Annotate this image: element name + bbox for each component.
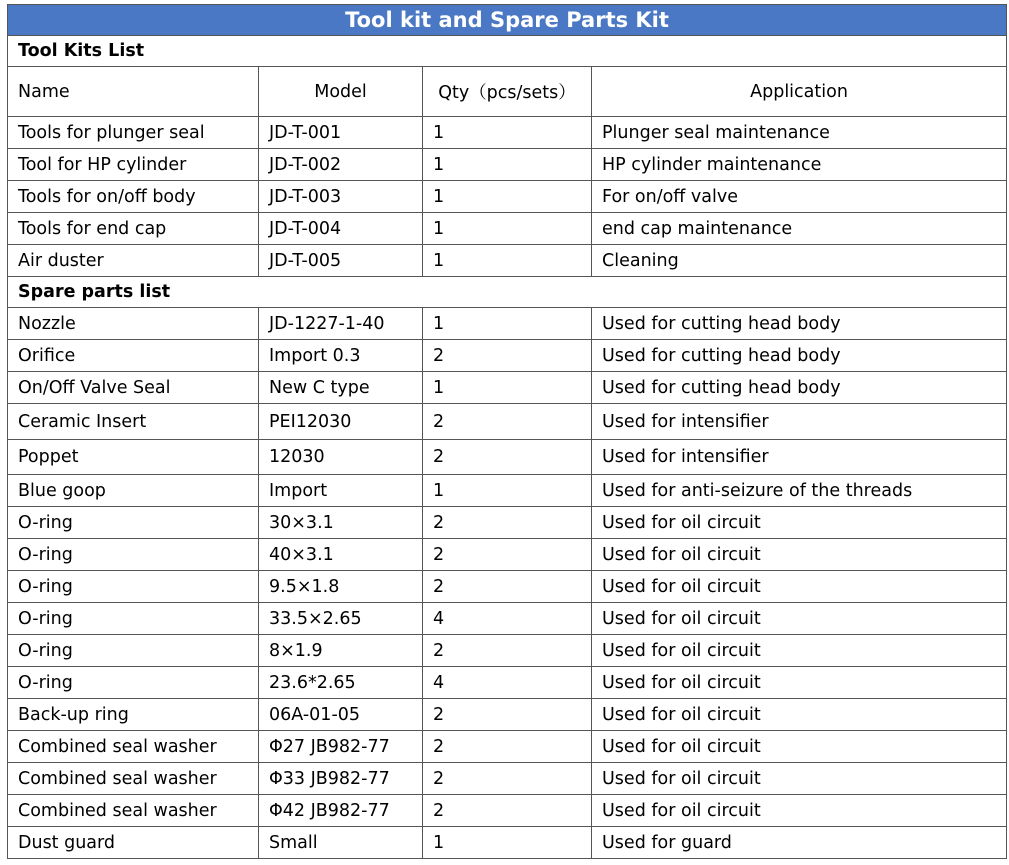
cell-name: Tools for end cap <box>8 213 259 245</box>
cell-qty: 2 <box>423 404 592 440</box>
cell-model: Import 0.3 <box>259 340 423 372</box>
cell-qty: 1 <box>423 117 592 149</box>
cell-qty: 2 <box>423 340 592 372</box>
cell-model: JD-T-005 <box>259 245 423 277</box>
cell-application: Used for oil circuit <box>592 507 1007 539</box>
cell-name: Tools for on/off body <box>8 181 259 213</box>
cell-name: O-ring <box>8 539 259 571</box>
tool-kits-section-row <box>8 36 1007 67</box>
cell-qty: 1 <box>423 245 592 277</box>
cell-qty: 2 <box>423 440 592 475</box>
cell-name: O-ring <box>8 635 259 667</box>
cell-qty: 1 <box>423 827 592 859</box>
cell-name: Ceramic Insert <box>8 404 259 440</box>
cell-name: O-ring <box>8 603 259 635</box>
table-row <box>8 699 1007 731</box>
parts-kit-sheet <box>7 4 1006 859</box>
cell-name: O-ring <box>8 571 259 603</box>
table-row <box>8 603 1007 635</box>
table-row <box>8 117 1007 149</box>
cell-name: Poppet <box>8 440 259 475</box>
cell-qty: 1 <box>423 149 592 181</box>
cell-qty: 2 <box>423 539 592 571</box>
table-row <box>8 667 1007 699</box>
cell-model: 12030 <box>259 440 423 475</box>
cell-application: Used for intensifier <box>592 440 1007 475</box>
cell-application: Used for oil circuit <box>592 635 1007 667</box>
cell-qty: 4 <box>423 603 592 635</box>
table-row <box>8 181 1007 213</box>
cell-qty: 2 <box>423 731 592 763</box>
cell-model: 06A-01-05 <box>259 699 423 731</box>
cell-application: HP cylinder maintenance <box>592 149 1007 181</box>
table-row <box>8 635 1007 667</box>
cell-name: Nozzle <box>8 308 259 340</box>
table-row <box>8 440 1007 475</box>
header-application: Application <box>592 67 1007 117</box>
cell-model: 30×3.1 <box>259 507 423 539</box>
cell-name: Combined seal washer <box>8 795 259 827</box>
cell-name: Dust guard <box>8 827 259 859</box>
cell-model: 40×3.1 <box>259 539 423 571</box>
title-row <box>8 5 1007 36</box>
cell-model: 9.5×1.8 <box>259 571 423 603</box>
cell-model: Φ33 JB982-77 <box>259 763 423 795</box>
cell-application: Used for oil circuit <box>592 763 1007 795</box>
cell-qty: 1 <box>423 181 592 213</box>
cell-qty: 1 <box>423 475 592 507</box>
cell-name: Tools for plunger seal <box>8 117 259 149</box>
table-row <box>8 795 1007 827</box>
table-row <box>8 507 1007 539</box>
cell-qty: 4 <box>423 667 592 699</box>
parts-kit-table <box>7 4 1007 859</box>
cell-name: Combined seal washer <box>8 763 259 795</box>
table-row <box>8 763 1007 795</box>
cell-model: Small <box>259 827 423 859</box>
cell-application: Used for cutting head body <box>592 308 1007 340</box>
cell-model: JD-T-001 <box>259 117 423 149</box>
cell-application: Used for oil circuit <box>592 539 1007 571</box>
cell-application: Used for oil circuit <box>592 731 1007 763</box>
cell-qty: 2 <box>423 635 592 667</box>
cell-application: Used for oil circuit <box>592 603 1007 635</box>
table-row <box>8 827 1007 859</box>
cell-application: Used for guard <box>592 827 1007 859</box>
cell-name: Air duster <box>8 245 259 277</box>
cell-application: Used for oil circuit <box>592 795 1007 827</box>
cell-application: Used for anti-seizure of the threads <box>592 475 1007 507</box>
cell-qty: 1 <box>423 213 592 245</box>
spare-parts-section-label: Spare parts list <box>8 277 1007 308</box>
cell-model: 23.6*2.65 <box>259 667 423 699</box>
cell-name: Tool for HP cylinder <box>8 149 259 181</box>
header-model: Model <box>259 67 423 117</box>
table-row <box>8 245 1007 277</box>
cell-name: O-ring <box>8 667 259 699</box>
table-row <box>8 213 1007 245</box>
cell-name: Combined seal washer <box>8 731 259 763</box>
cell-application: Used for cutting head body <box>592 372 1007 404</box>
table-row <box>8 340 1007 372</box>
cell-qty: 2 <box>423 795 592 827</box>
cell-model: 33.5×2.65 <box>259 603 423 635</box>
table-row <box>8 539 1007 571</box>
cell-qty: 1 <box>423 372 592 404</box>
table-row <box>8 571 1007 603</box>
cell-qty: 2 <box>423 699 592 731</box>
cell-model: Φ42 JB982-77 <box>259 795 423 827</box>
cell-model: JD-T-003 <box>259 181 423 213</box>
cell-model: JD-T-004 <box>259 213 423 245</box>
table-row <box>8 731 1007 763</box>
cell-qty: 2 <box>423 763 592 795</box>
header-qty: Qty（pcs/sets） <box>423 67 592 117</box>
table-row <box>8 372 1007 404</box>
table-title: Tool kit and Spare Parts Kit <box>8 5 1007 36</box>
column-header-row <box>8 67 1007 117</box>
cell-application: Used for oil circuit <box>592 571 1007 603</box>
tool-kits-section-label: Tool Kits List <box>8 36 1007 67</box>
cell-application: Used for oil circuit <box>592 667 1007 699</box>
table-row <box>8 308 1007 340</box>
cell-name: Orifice <box>8 340 259 372</box>
cell-application: Plunger seal maintenance <box>592 117 1007 149</box>
cell-name: O-ring <box>8 507 259 539</box>
cell-application: Used for intensifier <box>592 404 1007 440</box>
cell-qty: 2 <box>423 571 592 603</box>
cell-model: JD-T-002 <box>259 149 423 181</box>
cell-model: Import <box>259 475 423 507</box>
cell-application: For on/off valve <box>592 181 1007 213</box>
cell-name: On/Off Valve Seal <box>8 372 259 404</box>
cell-model: PEI12030 <box>259 404 423 440</box>
cell-model: New C type <box>259 372 423 404</box>
cell-qty: 2 <box>423 507 592 539</box>
spare-parts-section-row <box>8 277 1007 308</box>
cell-application: Cleaning <box>592 245 1007 277</box>
cell-application: Used for oil circuit <box>592 699 1007 731</box>
cell-model: JD-1227-1-40 <box>259 308 423 340</box>
table-row <box>8 404 1007 440</box>
cell-name: Back-up ring <box>8 699 259 731</box>
table-row <box>8 149 1007 181</box>
cell-application: Used for cutting head body <box>592 340 1007 372</box>
cell-model: 8×1.9 <box>259 635 423 667</box>
cell-name: Blue goop <box>8 475 259 507</box>
cell-qty: 1 <box>423 308 592 340</box>
table-row <box>8 475 1007 507</box>
cell-application: end cap maintenance <box>592 213 1007 245</box>
cell-model: Φ27 JB982-77 <box>259 731 423 763</box>
header-name: Name <box>8 67 259 117</box>
